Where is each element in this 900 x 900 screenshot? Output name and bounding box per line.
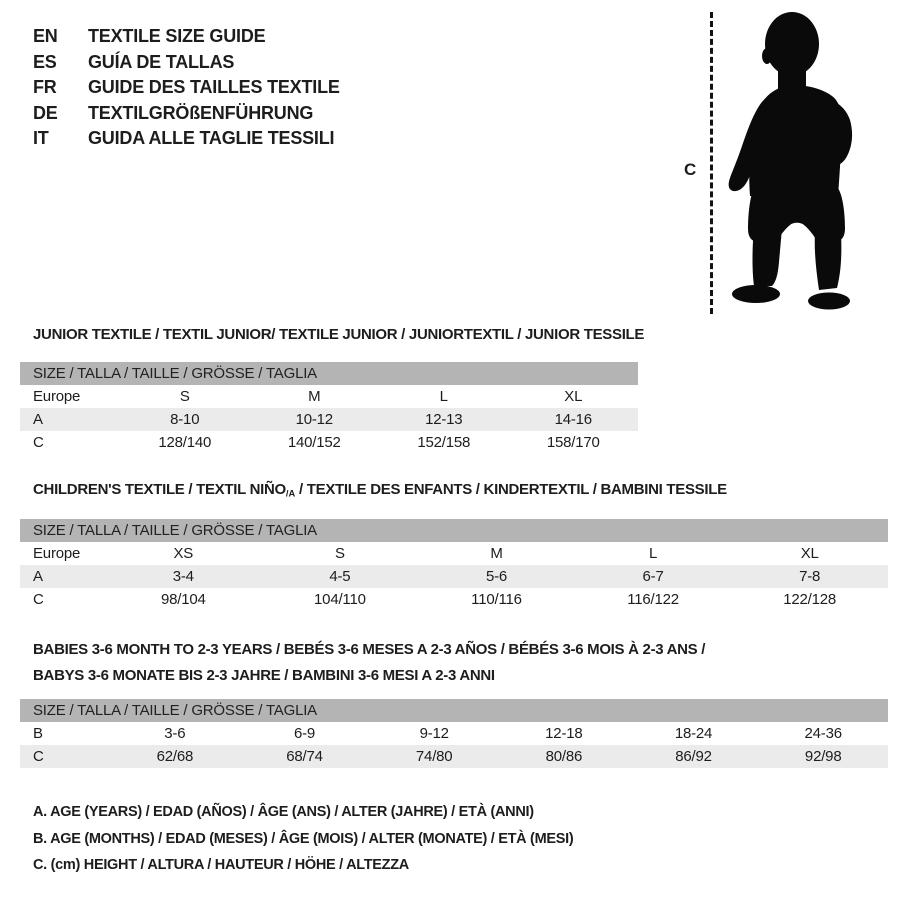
size-cell: 86/92	[675, 748, 712, 765]
language-row	[33, 24, 340, 50]
size-cell: 122/128	[783, 591, 837, 608]
size-cell: S	[334, 545, 345, 562]
babies-section-heading	[33, 637, 705, 689]
size-cell: XL	[564, 388, 583, 405]
language-list	[33, 24, 340, 152]
size-cell: 152/158	[417, 434, 471, 451]
language-row	[33, 101, 340, 127]
babies-heading-line2: BABYS 3-6 MONATE BIS 2-3 JAHRE / BAMBINI 3-6 MESI A 2-3 ANNI	[33, 667, 495, 684]
language-row	[33, 75, 340, 101]
row-label-cell: Europe	[33, 388, 81, 405]
size-cell: 18-24	[674, 725, 713, 742]
legend-line-c: C. (cm) HEIGHT / ALTURA / HAUTEUR / HÖHE / ALTEZZA	[33, 857, 409, 873]
row-label-cell: B	[33, 725, 43, 742]
row-label-cell: A	[33, 411, 43, 428]
size-cell: 12-13	[425, 411, 463, 428]
size-cell: 3-4	[172, 568, 194, 585]
size-cell: 9-12	[419, 725, 449, 742]
size-cell: 140/152	[287, 434, 341, 451]
size-cell: 4-5	[329, 568, 351, 585]
children-heading-pre: CHILDREN'S TEXTILE / TEXTIL NIÑO	[33, 481, 286, 498]
row-label-cell: C	[33, 748, 44, 765]
table-row-age	[20, 565, 888, 588]
children-table-header-bar: SIZE / TALLA / TAILLE / GRÖSSE / TAGLIA	[20, 519, 888, 542]
row-label-cell: C	[33, 591, 44, 608]
table-row-europe	[20, 385, 638, 408]
table-row-europe	[20, 542, 888, 565]
toddler-silhouette-icon	[720, 0, 900, 330]
height-dotted-line	[710, 12, 713, 314]
babies-size-table	[20, 699, 888, 768]
language-code: DE	[33, 102, 58, 123]
size-cell: 74/80	[415, 748, 453, 765]
size-cell: M	[308, 388, 321, 405]
measure-legend	[33, 799, 573, 879]
size-cell: 3-6	[164, 725, 186, 742]
children-heading-subscript: /A	[285, 488, 296, 499]
language-title: TEXTILGRÖßENFÜHRUNG	[88, 102, 314, 123]
language-row	[33, 126, 340, 152]
babies-heading-line1: BABIES 3-6 MONTH TO 2-3 YEARS / BEBÉS 3-6 MESES A 2-3 AÑOS / BÉBÉS 3-6 MOIS À 2-3 ANS /	[33, 641, 706, 658]
children-section-heading	[33, 481, 727, 498]
size-cell: 98/104	[160, 591, 206, 608]
size-cell: M	[490, 545, 503, 562]
table-row-height	[20, 431, 638, 454]
language-title: GUÍA DE TALLAS	[88, 51, 235, 72]
language-code: IT	[33, 128, 49, 148]
row-label-cell: C	[33, 434, 44, 451]
language-row	[33, 50, 340, 76]
legend-line-b: B. AGE (MONTHS) / EDAD (MESES) / ÂGE (MOIS) / ALTER (MONATE) / ETÀ (MESI)	[33, 830, 574, 847]
size-cell: 80/86	[545, 748, 583, 765]
size-cell: 5-6	[485, 568, 508, 585]
table-row-height	[20, 588, 888, 611]
children-size-table	[20, 519, 888, 611]
language-title: GUIDA ALLE TAGLIE TESSILI	[88, 128, 335, 148]
language-title: TEXTILE SIZE GUIDE	[88, 26, 266, 46]
table-row-age	[20, 408, 638, 431]
junior-section-heading: JUNIOR TEXTILE / TEXTIL JUNIOR/ TEXTILE JUNIOR / JUNIORTEXTIL / JUNIOR TESSILE	[33, 326, 645, 343]
junior-table-header-bar: SIZE / TALLA / TAILLE / GRÖSSE / TAGLIA	[20, 362, 638, 385]
language-code: FR	[33, 77, 57, 97]
size-cell: 62/68	[156, 748, 194, 765]
size-cell: 24-36	[804, 725, 842, 742]
size-cell: 158/170	[546, 434, 600, 451]
size-cell: 10-12	[295, 411, 333, 428]
size-cell: XL	[800, 545, 819, 562]
size-cell: 68/74	[286, 748, 323, 765]
size-cell: 116/122	[627, 591, 679, 608]
size-cell: L	[439, 388, 448, 405]
babies-table-header-bar: SIZE / TALLA / TAILLE / GRÖSSE / TAGLIA	[20, 699, 888, 722]
size-cell: 104/110	[314, 591, 366, 608]
row-label-cell: Europe	[33, 545, 81, 562]
size-cell: 128/140	[158, 434, 212, 451]
row-label-cell: A	[33, 568, 43, 585]
language-code: ES	[33, 51, 57, 72]
size-cell: 8-10	[170, 411, 200, 428]
size-cell: XS	[173, 545, 194, 562]
size-cell: 14-16	[554, 411, 592, 428]
size-cell: 7-8	[799, 568, 821, 585]
language-title: GUIDE DES TAILLES TEXTILE	[88, 77, 340, 97]
size-cell: 110/116	[471, 591, 522, 608]
table-row-height	[20, 745, 888, 768]
size-cell: L	[649, 545, 658, 562]
table-row-months	[20, 722, 888, 745]
toddler-silhouette-shapes	[729, 12, 852, 310]
size-cell: 6-7	[642, 568, 664, 585]
height-measure-label: C	[684, 160, 697, 179]
size-cell: 92/98	[804, 748, 842, 765]
size-cell: 12-18	[545, 725, 583, 742]
language-code: EN	[33, 26, 58, 46]
children-heading-post: / TEXTILE DES ENFANTS / KINDERTEXTIL / BAMBINI TESSILE	[295, 481, 727, 498]
size-cell: 6-9	[293, 725, 316, 742]
legend-line-a: A. AGE (YEARS) / EDAD (AÑOS) / ÂGE (ANS) / ALTER (JAHRE) / ETÀ (ANNI)	[33, 804, 534, 820]
junior-size-table	[20, 362, 638, 454]
size-cell: S	[179, 388, 190, 405]
